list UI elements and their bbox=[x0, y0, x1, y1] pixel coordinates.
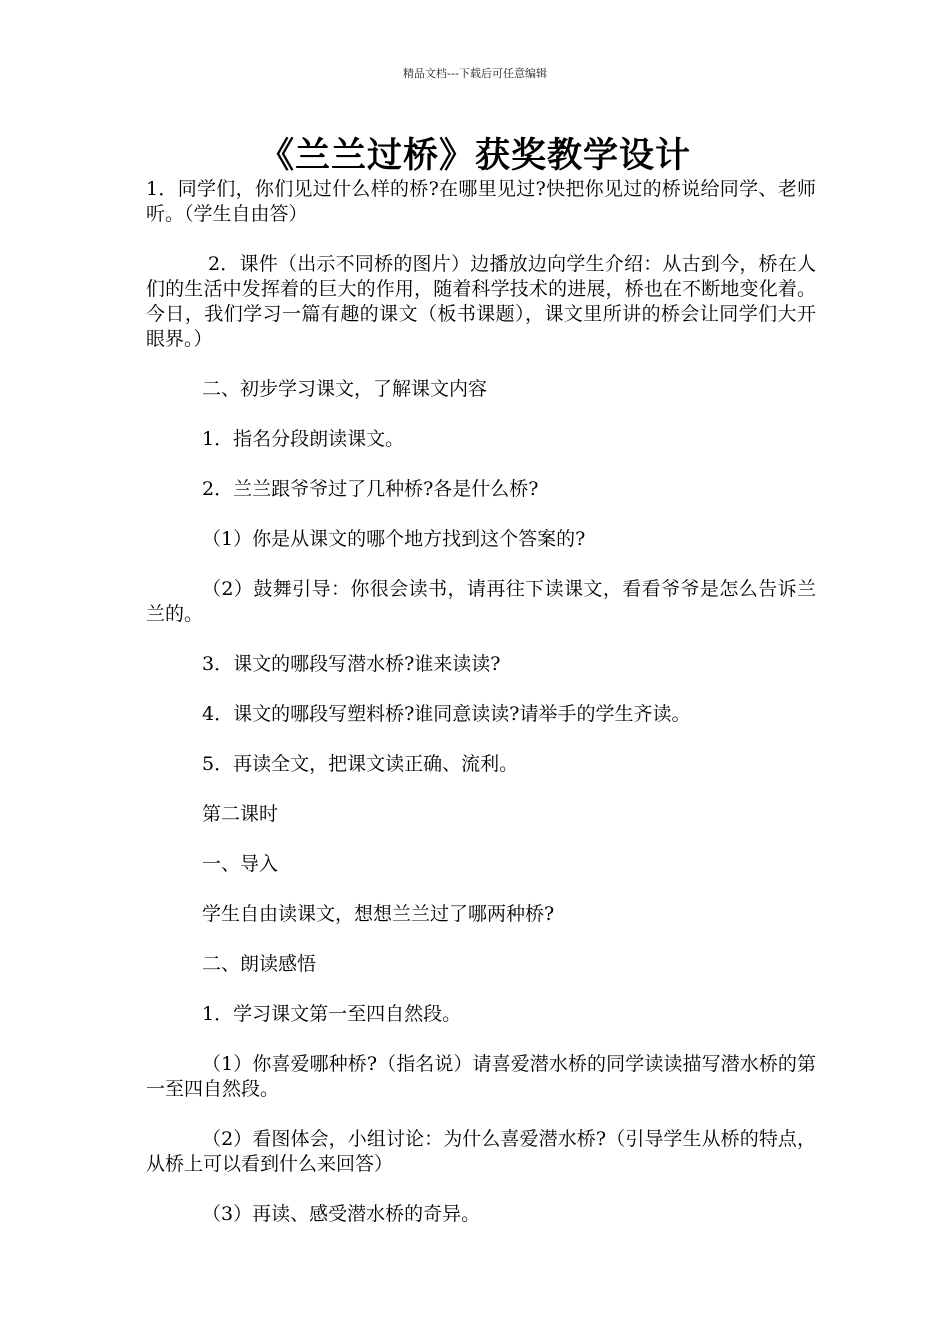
document-body bbox=[146, 177, 816, 1252]
paragraph: （1）你喜爱哪种桥?（指名说）请喜爱潜水桥的同学读读描写潜水桥的第一至四自然段。 bbox=[146, 1053, 816, 1100]
paragraph: 4．课文的哪段写塑料桥?谁同意读读?请举手的学生齐读。 bbox=[202, 703, 691, 725]
paragraph: 1．指名分段朗读课文。 bbox=[202, 428, 405, 450]
paragraph: 1．学习课文第一至四自然段。 bbox=[202, 1003, 462, 1025]
section-heading: 二、朗读感悟 bbox=[202, 953, 317, 975]
paragraph: 5．再读全文，把课文读正确、流利。 bbox=[202, 753, 519, 775]
paragraph: 学生自由读课文，想想兰兰过了哪两种桥? bbox=[202, 903, 555, 925]
paragraph: （2）看图体会，小组讨论：为什么喜爱潜水桥?（引导学生从桥的特点，从桥上可以看到什么来回答） bbox=[146, 1128, 816, 1175]
page-header-note: 精品文档---下载后可任意编辑 bbox=[403, 67, 547, 80]
section-heading: 一、导入 bbox=[202, 853, 279, 875]
paragraph: （2）鼓舞引导：你很会读书，请再往下读课文，看看爷爷是怎么告诉兰兰的。 bbox=[146, 578, 816, 625]
paragraph: （3）再读、感受潜水桥的奇异。 bbox=[202, 1203, 481, 1225]
paragraph: 3．课文的哪段写潜水桥?谁来读读? bbox=[202, 653, 501, 675]
paragraph: 2．兰兰跟爷爷过了几种桥?各是什么桥? bbox=[202, 478, 539, 500]
section-heading: 二、初步学习课文，了解课文内容 bbox=[202, 378, 488, 400]
section-heading: 第二课时 bbox=[202, 803, 279, 825]
paragraph: 2．课件（出示不同桥的图片）边播放边向学生介绍：从古到今，桥在人们的生活中发挥着的巨大的作用，随着科学技术的进展，桥也在不断地变化着。今日，我们学习一篇有趣的课文（板书课题），课文里所讲的桥会让同学们大开眼界。） bbox=[146, 253, 816, 350]
paragraph: 1．同学们，你们见过什么样的桥?在哪里见过?快把你见过的桥说给同学、老师听。（学生自由答） bbox=[146, 178, 816, 225]
paragraph: （1）你是从课文的哪个地方找到这个答案的? bbox=[202, 528, 586, 550]
document-title: 《兰兰过桥》获奖教学设计 bbox=[258, 135, 691, 176]
